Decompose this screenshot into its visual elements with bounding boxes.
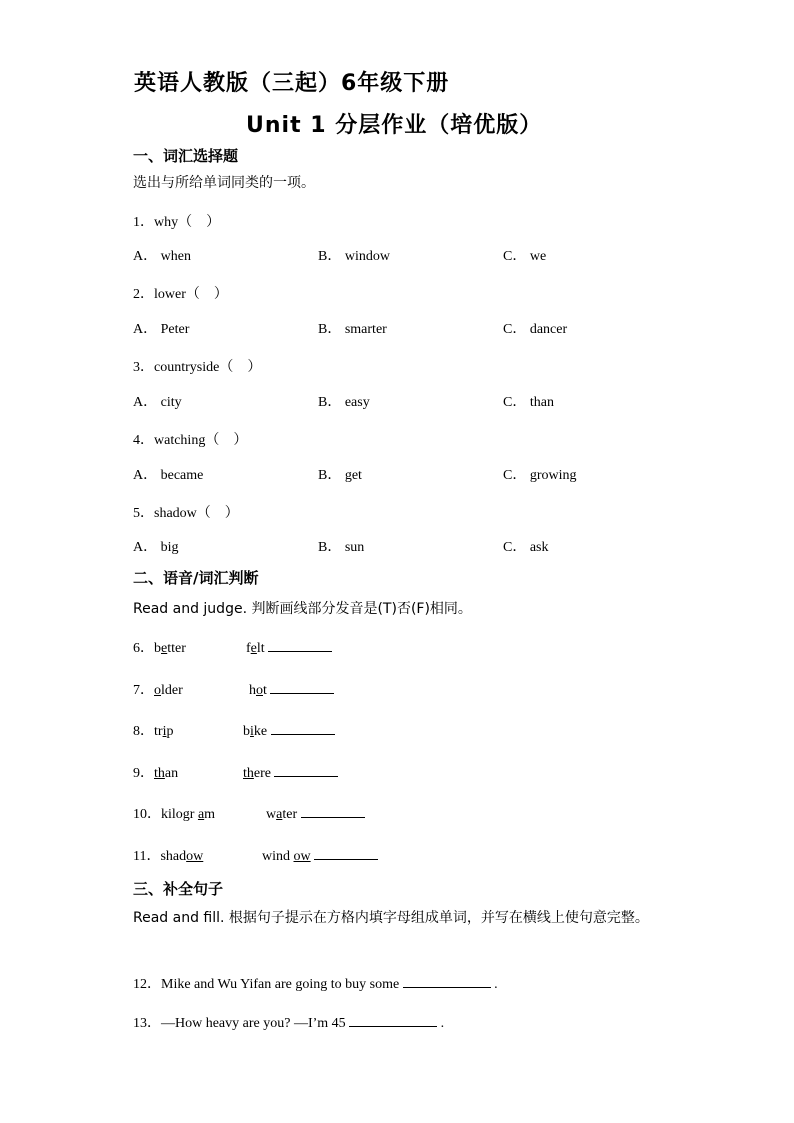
item-number: 12． bbox=[133, 977, 161, 992]
option-text: dancer bbox=[526, 322, 568, 337]
answer-option[interactable] bbox=[133, 245, 191, 265]
word-part: b bbox=[154, 641, 161, 656]
compare-word bbox=[246, 637, 332, 657]
item-number: 10． bbox=[133, 807, 161, 822]
item-number: 6． bbox=[133, 641, 154, 656]
answer-blank[interactable] bbox=[268, 637, 332, 652]
option-letter: C． bbox=[503, 322, 527, 337]
fill-sentence bbox=[133, 973, 498, 993]
option-text: big bbox=[157, 540, 179, 555]
answer-parenthesis[interactable]: （ ） bbox=[205, 433, 248, 448]
item-number-and-word bbox=[133, 762, 178, 782]
question-word: why bbox=[154, 215, 179, 230]
answer-option[interactable] bbox=[133, 391, 182, 411]
section1-instruction: 选出与所给单词同类的一项。 bbox=[133, 175, 315, 191]
option-letter: C． bbox=[503, 468, 527, 483]
answer-option[interactable] bbox=[318, 391, 370, 411]
answer-blank[interactable] bbox=[274, 762, 338, 777]
item-number-and-word bbox=[133, 637, 186, 657]
answer-blank[interactable] bbox=[314, 845, 378, 860]
option-text: Peter bbox=[157, 322, 190, 337]
question-number: 4． bbox=[133, 433, 154, 448]
word-part: p bbox=[166, 724, 174, 739]
answer-option[interactable] bbox=[133, 318, 189, 338]
answer-option[interactable] bbox=[318, 464, 362, 484]
item-number-and-word bbox=[133, 803, 215, 823]
underlined-sound: a bbox=[197, 807, 205, 822]
question-word: countryside bbox=[154, 360, 220, 375]
option-text: window bbox=[341, 249, 390, 264]
answer-blank[interactable] bbox=[403, 973, 491, 988]
word-part: w bbox=[266, 807, 277, 822]
word-part: t bbox=[263, 683, 267, 698]
word-part: kilogr bbox=[161, 807, 198, 822]
judge-word bbox=[154, 724, 173, 739]
option-text: we bbox=[526, 249, 547, 264]
underlined-sound: ow bbox=[186, 849, 204, 864]
option-letter: B． bbox=[318, 249, 342, 264]
judge-word bbox=[243, 766, 271, 781]
section3-heading: 三、补全句子 bbox=[133, 880, 224, 898]
section3-instruction: Read and fill. 根据句子提示在方格内填字母组成单词，并写在横线上使句意完整。 bbox=[133, 910, 649, 926]
answer-option[interactable] bbox=[503, 464, 577, 484]
judge-word bbox=[262, 849, 311, 864]
word-part: tr bbox=[154, 724, 163, 739]
question-stem bbox=[133, 429, 247, 449]
option-text: became bbox=[157, 468, 204, 483]
option-text: easy bbox=[341, 395, 370, 410]
question-word: watching bbox=[154, 433, 206, 448]
answer-parenthesis[interactable]: （ ） bbox=[219, 360, 262, 375]
answer-option[interactable] bbox=[318, 536, 364, 556]
answer-option[interactable] bbox=[503, 318, 567, 338]
judge-word bbox=[160, 849, 203, 864]
option-letter: A． bbox=[133, 395, 158, 410]
option-text: get bbox=[341, 468, 362, 483]
sentence-end: . bbox=[437, 1016, 445, 1031]
option-text: growing bbox=[526, 468, 577, 483]
answer-option[interactable] bbox=[503, 391, 554, 411]
item-number: 9． bbox=[133, 766, 154, 781]
underlined-sound: o bbox=[154, 683, 161, 698]
item-number: 8． bbox=[133, 724, 154, 739]
option-letter: B． bbox=[318, 395, 342, 410]
option-letter: A． bbox=[133, 468, 158, 483]
page-subtitle: Unit 1 分层作业（培优版） bbox=[246, 113, 543, 138]
answer-parenthesis[interactable]: （ ） bbox=[196, 506, 239, 521]
judge-word bbox=[154, 641, 186, 656]
judge-word bbox=[161, 807, 215, 822]
question-stem bbox=[133, 356, 261, 376]
sentence-end: . bbox=[490, 977, 498, 992]
judge-word bbox=[266, 807, 297, 822]
section2-heading: 二、语音/词汇判断 bbox=[133, 569, 259, 587]
item-number-and-word bbox=[133, 720, 173, 740]
sentence-text: Mike and Wu Yifan are going to buy some bbox=[161, 977, 403, 992]
answer-option[interactable] bbox=[133, 464, 203, 484]
answer-blank[interactable] bbox=[349, 1012, 437, 1027]
word-part: b bbox=[243, 724, 250, 739]
sentence-text: —How heavy are you? —I’m 45 bbox=[161, 1016, 350, 1031]
word-part: h bbox=[249, 683, 256, 698]
option-letter: C． bbox=[503, 395, 527, 410]
page-title: 英语人教版（三起）6年级下册 bbox=[134, 71, 450, 96]
item-number: 13． bbox=[133, 1016, 161, 1031]
answer-blank[interactable] bbox=[301, 803, 365, 818]
section1-heading: 一、词汇选择题 bbox=[133, 147, 239, 165]
question-word: shadow bbox=[154, 506, 197, 521]
section2-instruction: Read and judge. 判断画线部分发音是(T)否(F)相同。 bbox=[133, 601, 472, 617]
underlined-sound: i bbox=[250, 724, 254, 739]
underlined-sound: a bbox=[276, 807, 283, 822]
judge-word bbox=[154, 766, 178, 781]
judge-word bbox=[246, 641, 265, 656]
question-number: 1． bbox=[133, 215, 154, 230]
answer-blank[interactable] bbox=[270, 679, 334, 694]
underlined-sound: e bbox=[161, 641, 168, 656]
option-text: sun bbox=[341, 540, 365, 555]
underlined-sound: i bbox=[162, 724, 167, 739]
word-part: lt bbox=[256, 641, 265, 656]
question-stem bbox=[133, 211, 220, 231]
underlined-sound: ow bbox=[293, 849, 311, 864]
underlined-sound: th bbox=[154, 766, 165, 781]
option-letter: A． bbox=[133, 540, 158, 555]
compare-word bbox=[243, 762, 338, 782]
question-number: 3． bbox=[133, 360, 154, 375]
underlined-sound: e bbox=[250, 641, 257, 656]
option-letter: B． bbox=[318, 468, 342, 483]
item-number: 11． bbox=[133, 849, 161, 864]
question-word: lower bbox=[154, 287, 186, 302]
word-part: an bbox=[164, 766, 179, 781]
word-part: ke bbox=[253, 724, 268, 739]
fill-sentence bbox=[133, 1012, 444, 1032]
word-part: ere bbox=[253, 766, 271, 781]
option-letter: C． bbox=[503, 249, 527, 264]
item-number-and-word bbox=[133, 679, 183, 699]
compare-word bbox=[262, 845, 378, 865]
compare-word bbox=[243, 720, 335, 740]
item-number: 7． bbox=[133, 683, 154, 698]
word-part: ter bbox=[282, 807, 298, 822]
compare-word bbox=[249, 679, 334, 699]
option-text: smarter bbox=[341, 322, 387, 337]
judge-word bbox=[154, 683, 183, 698]
answer-option[interactable] bbox=[318, 318, 387, 338]
answer-parenthesis[interactable]: （ ） bbox=[185, 287, 228, 302]
judge-word bbox=[249, 683, 267, 698]
option-letter: B． bbox=[318, 322, 342, 337]
answer-parenthesis[interactable]: （ ） bbox=[178, 215, 221, 230]
judge-word bbox=[243, 724, 267, 739]
compare-word bbox=[266, 803, 365, 823]
option-letter: A． bbox=[133, 249, 158, 264]
item-number-and-word bbox=[133, 845, 203, 865]
option-letter: A． bbox=[133, 322, 158, 337]
word-part: wind bbox=[262, 849, 294, 864]
option-text: than bbox=[526, 395, 554, 410]
option-text: ask bbox=[526, 540, 549, 555]
answer-option[interactable] bbox=[503, 245, 546, 265]
word-part: tter bbox=[167, 641, 186, 656]
underlined-sound: th bbox=[243, 766, 254, 781]
answer-blank[interactable] bbox=[271, 720, 335, 735]
answer-option[interactable] bbox=[503, 536, 549, 556]
word-part: f bbox=[246, 641, 251, 656]
answer-option[interactable] bbox=[133, 536, 179, 556]
option-letter: C． bbox=[503, 540, 527, 555]
word-part: m bbox=[204, 807, 216, 822]
option-text: city bbox=[157, 395, 182, 410]
question-stem bbox=[133, 283, 228, 303]
question-stem bbox=[133, 502, 239, 522]
word-part: lder bbox=[161, 683, 183, 698]
question-number: 5． bbox=[133, 506, 154, 521]
word-part: shad bbox=[160, 849, 187, 864]
option-letter: B． bbox=[318, 540, 342, 555]
question-number: 2． bbox=[133, 287, 154, 302]
answer-option[interactable] bbox=[318, 245, 390, 265]
option-text: when bbox=[157, 249, 191, 264]
underlined-sound: o bbox=[256, 683, 263, 698]
